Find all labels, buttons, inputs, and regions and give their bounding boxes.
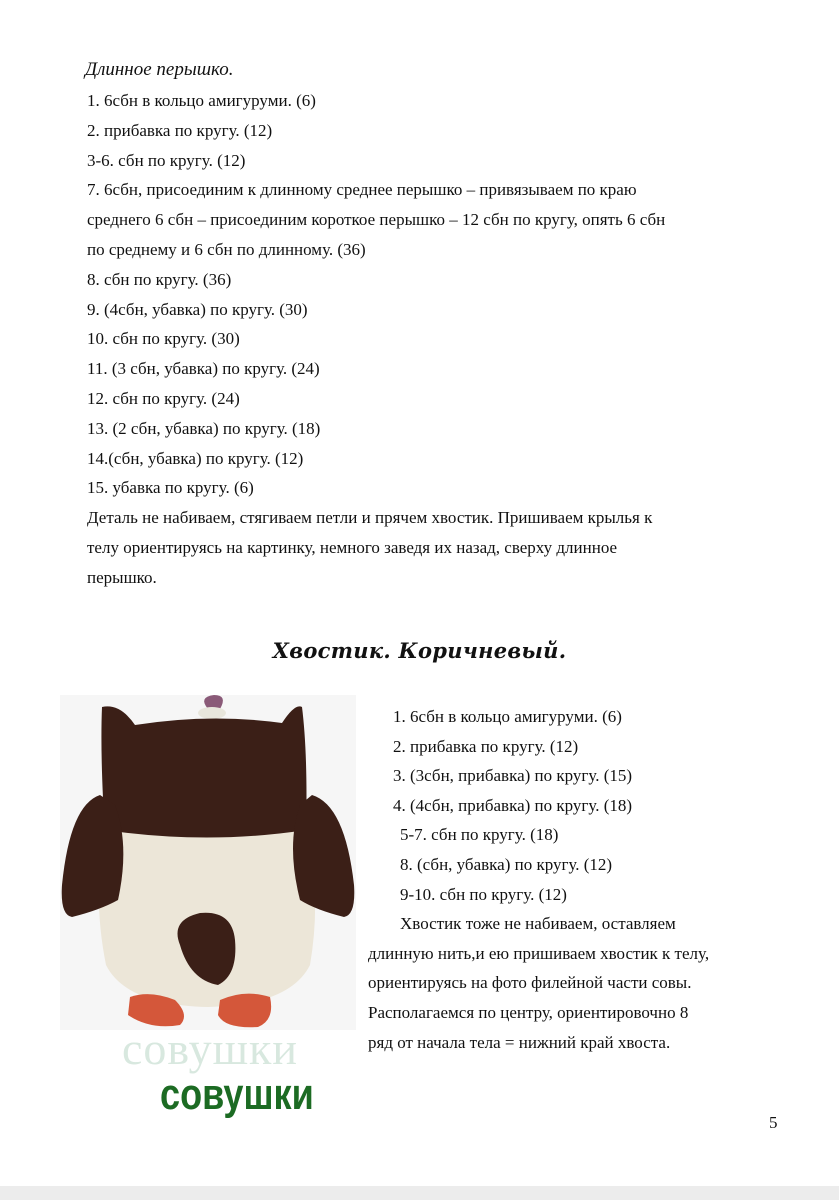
- text-line: 8. сбн по кругу. (36): [87, 269, 232, 289]
- text-line: перышко.: [87, 567, 157, 587]
- owl-back-photo: [60, 695, 356, 1030]
- text-line: 1. 6сбн в кольцо амигуруми. (6): [87, 91, 316, 110]
- text-line: 8. (сбн, убавка) по кругу. (12): [400, 855, 613, 874]
- text-line: 10. сбн по кругу. (30): [87, 329, 240, 349]
- text-line: 1. 6сбн в кольцо амигуруми. (6): [393, 707, 622, 726]
- text-line: 9. (4сбн, убавка) по кругу. (30): [87, 299, 308, 319]
- watermark-faded: совушки: [122, 1023, 298, 1074]
- text-line: 7. 6сбн, присоединим к длинному среднее перышко – привязываем по краю: [87, 180, 637, 200]
- text-line: 2. прибавка по кругу. (12): [87, 120, 273, 140]
- text-line: 2. прибавка по кругу. (12): [393, 736, 579, 756]
- text-line: 5-7. сбн по кругу. (18): [400, 825, 559, 845]
- text-line: 14.(сбн, убавка) по кругу. (12): [87, 448, 304, 468]
- text-line: 12. сбн по кругу. (24): [87, 389, 240, 408]
- text-line: Хвостик тоже не набиваем, оставляем: [400, 914, 676, 934]
- section-title-long-feather: Длинное перышко.: [85, 59, 234, 80]
- text-line: Деталь не набиваем, стягиваем петли и прячем хвостик. Пришиваем крылья к: [87, 508, 653, 528]
- text-line: 13. (2 сбн, убавка) по кругу. (18): [87, 418, 321, 438]
- text-line: ряд от начала тела = нижний край хвоста.: [368, 1032, 671, 1052]
- page-number: 5: [769, 1113, 778, 1132]
- text-line: 3-6. сбн по кругу. (12): [87, 150, 246, 170]
- text-line: 3. (3сбн, прибавка) по кругу. (15): [393, 766, 633, 786]
- section-title-tail: Хвостик. Коричневый.: [272, 638, 567, 663]
- text-line: 9-10. сбн по кругу. (12): [400, 884, 567, 904]
- text-line: 4. (4сбн, прибавка) по кругу. (18): [393, 795, 633, 815]
- text-line: ориентируясь на фото филейной части совы.: [368, 973, 692, 993]
- text-line: по среднему и 6 сбн по длинному. (36): [87, 240, 366, 259]
- text-line: 11. (3 сбн, убавка) по кругу. (24): [87, 359, 320, 379]
- watermark-logo: совушки: [160, 1070, 314, 1119]
- text-line: среднего 6 сбн – присоединим короткое перышко – 12 сбн по кругу, опять 6 сбн: [87, 210, 666, 230]
- text-line: 15. убавка по кругу. (6): [87, 478, 254, 498]
- text-line: телу ориентируясь на картинку, немного заведя их назад, сверху длинное: [87, 538, 618, 557]
- text-line: Располагаемся по центру, ориентировочно 8: [368, 1003, 689, 1022]
- page-bottom-bar: [0, 1186, 839, 1200]
- text-line: длинную нить,и ею пришиваем хвостик к телу,: [368, 943, 710, 963]
